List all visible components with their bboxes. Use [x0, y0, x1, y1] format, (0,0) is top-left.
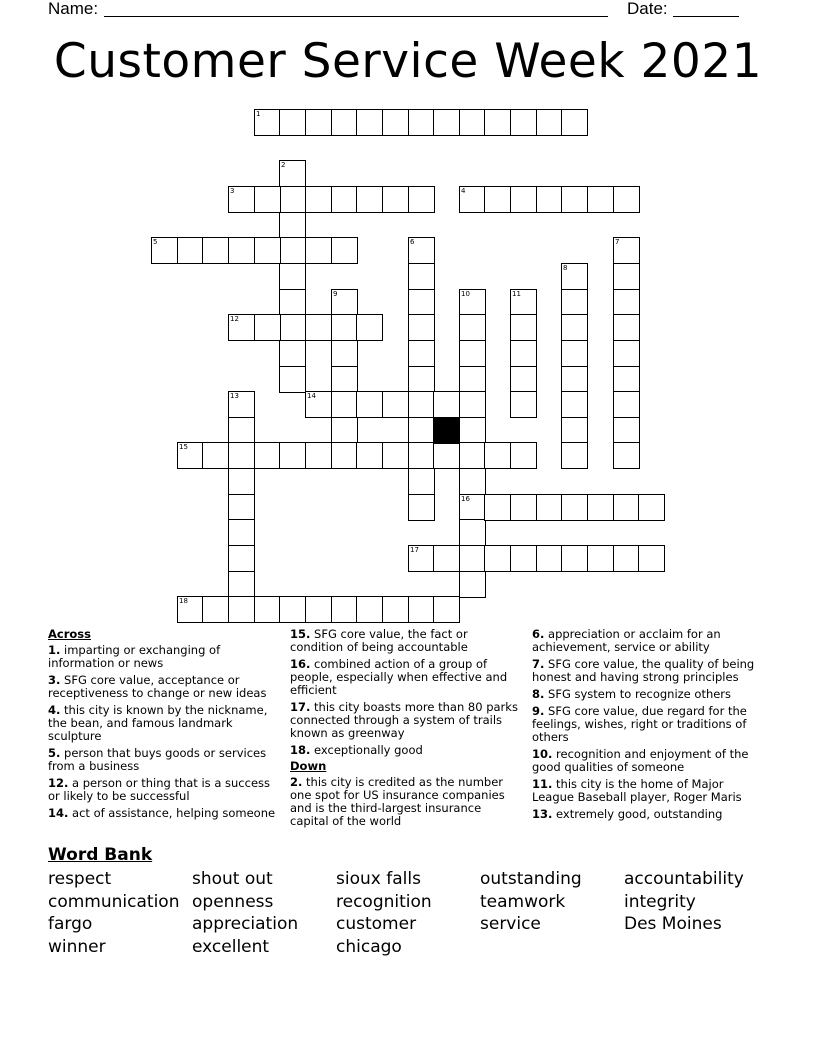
grid-cell[interactable]: [408, 289, 435, 316]
clue-number: 17: [410, 546, 419, 554]
clue-num: 4.: [48, 703, 61, 717]
grid-cell[interactable]: [613, 442, 640, 469]
clue-text: SFG core value, the quality of being honest and having strong principles: [532, 657, 755, 684]
clue-text: this city is the home of Major League Baseball player, Roger Maris: [532, 777, 742, 804]
grid-cell[interactable]: [151, 237, 178, 264]
grid-cell[interactable]: [408, 314, 435, 341]
clue-text: this city boasts more than 80 parks connected through a system of trails known as greenway: [290, 700, 518, 740]
grid-cell[interactable]: [484, 109, 511, 136]
grid-cell[interactable]: [638, 494, 665, 521]
clue: [48, 807, 280, 820]
clue-number: 12: [230, 315, 239, 323]
grid-cell[interactable]: [279, 109, 306, 136]
grid-cell[interactable]: [408, 545, 435, 572]
grid-cell[interactable]: [279, 340, 306, 367]
grid-cell[interactable]: [305, 314, 332, 341]
grid-cell[interactable]: [510, 442, 537, 469]
grid-cell[interactable]: [561, 545, 588, 572]
clue-number: 9: [333, 290, 338, 298]
grid-cell[interactable]: [279, 186, 306, 213]
grid-cell[interactable]: [331, 596, 358, 623]
word-bank-word: communication: [48, 891, 180, 912]
grid-cell[interactable]: [202, 237, 229, 264]
grid-cell[interactable]: [356, 442, 383, 469]
grid-cell[interactable]: [459, 571, 486, 598]
grid-cell[interactable]: [331, 109, 358, 136]
grid-cell[interactable]: [356, 391, 383, 418]
grid-cell[interactable]: [613, 366, 640, 393]
word-bank-word: fargo: [48, 914, 93, 935]
grid-cell[interactable]: [228, 314, 255, 341]
grid-cell[interactable]: [305, 109, 332, 136]
grid-cell[interactable]: [587, 494, 614, 521]
grid-cell[interactable]: [408, 391, 435, 418]
clue: [290, 744, 522, 757]
grid-cell[interactable]: [177, 442, 204, 469]
word-bank-title: Word Bank: [48, 845, 153, 865]
clue-number: 14: [307, 392, 316, 400]
clue: [532, 778, 762, 804]
word-bank-word: teamwork: [480, 891, 566, 912]
down-heading: Down: [290, 759, 327, 773]
clue-text: exceptionally good: [310, 743, 423, 757]
clue-text: combined action of a group of people, especially when effective and efficient: [290, 657, 508, 697]
grid-cell[interactable]: [382, 391, 409, 418]
grid-cell[interactable]: [459, 366, 486, 393]
clue-text: appreciation or acclaim for an achievement, service or ability: [532, 627, 721, 654]
grid-cell[interactable]: [459, 545, 486, 572]
clue-num: 11.: [532, 777, 553, 791]
grid-cell[interactable]: [331, 417, 358, 444]
grid-cell[interactable]: [382, 442, 409, 469]
grid-cell[interactable]: [254, 186, 281, 213]
word-bank-word: service: [480, 914, 541, 935]
clue-text: this city is credited as the number one spot for US insurance companies and is the third-largest insurance capital of the world: [290, 775, 505, 828]
clue-number: 18: [179, 597, 188, 605]
word-bank-word: outstanding: [480, 869, 582, 889]
clue: [290, 776, 522, 828]
grid-cell[interactable]: [254, 442, 281, 469]
word-bank-word: sioux falls: [336, 869, 421, 889]
grid-cell[interactable]: [561, 417, 588, 444]
clue-num: 16.: [290, 657, 311, 671]
grid-cell[interactable]: [228, 545, 255, 572]
word-bank-word: chicago: [336, 937, 402, 958]
word-bank-word: accountability: [624, 869, 744, 889]
grid-cell[interactable]: [408, 442, 435, 469]
word-bank-word: Des Moines: [624, 914, 722, 935]
grid-cell[interactable]: [561, 263, 588, 290]
grid-cell[interactable]: [254, 314, 281, 341]
grid-cell[interactable]: [561, 109, 588, 136]
grid-cell[interactable]: [561, 314, 588, 341]
clue-text: this city is known by the nickname, the bean, and famous landmark sculpture: [48, 703, 268, 743]
grid-cell[interactable]: [279, 237, 306, 264]
grid-cell[interactable]: [613, 289, 640, 316]
clue-number: 4: [461, 187, 466, 195]
clue-number: 2: [281, 161, 286, 169]
grid-cell[interactable]: [279, 596, 306, 623]
clue-text: person that buys goods or services from a business: [48, 746, 267, 773]
clue-text: a person or thing that is a success or likely to be successful: [48, 776, 271, 803]
clue-num: 15.: [290, 627, 311, 641]
grid-cell[interactable]: [305, 442, 332, 469]
grid-cell[interactable]: [305, 237, 332, 264]
clues-column-3: [532, 628, 762, 825]
clue-num: 6.: [532, 627, 545, 641]
grid-cell[interactable]: [408, 417, 435, 444]
grid-cell[interactable]: [613, 237, 640, 264]
name-label: Name:: [48, 0, 99, 18]
clue: [532, 808, 762, 821]
grid-cell[interactable]: [459, 468, 486, 495]
grid-cell[interactable]: [613, 545, 640, 572]
black-cell: [433, 417, 460, 444]
clue-text: SFG system to recognize others: [544, 687, 732, 701]
grid-cell[interactable]: [459, 186, 486, 213]
grid-cell[interactable]: [356, 109, 383, 136]
grid-cell[interactable]: [587, 186, 614, 213]
grid-cell[interactable]: [331, 186, 358, 213]
grid-cell[interactable]: [279, 212, 306, 239]
across-heading: Across: [48, 627, 91, 641]
clue-number: 8: [563, 264, 568, 272]
grid-cell[interactable]: [459, 519, 486, 546]
grid-cell[interactable]: [331, 442, 358, 469]
grid-cell[interactable]: [433, 442, 460, 469]
grid-cell[interactable]: [433, 596, 460, 623]
clue-number: 7: [615, 238, 620, 246]
grid-cell[interactable]: [510, 289, 537, 316]
grid-cell[interactable]: [331, 366, 358, 393]
grid-cell[interactable]: [254, 109, 281, 136]
grid-cell[interactable]: [408, 366, 435, 393]
grid-cell[interactable]: [613, 391, 640, 418]
grid-cell[interactable]: [228, 494, 255, 521]
grid-cell[interactable]: [305, 596, 332, 623]
grid-cell[interactable]: [408, 468, 435, 495]
clue-num: 3.: [48, 673, 61, 687]
clue: [532, 688, 762, 701]
grid-cell[interactable]: [177, 237, 204, 264]
grid-cell[interactable]: [536, 545, 563, 572]
grid-cell[interactable]: [356, 596, 383, 623]
grid-cell[interactable]: [638, 545, 665, 572]
grid-cell[interactable]: [356, 314, 383, 341]
clue-number: 13: [230, 392, 239, 400]
clue-number: 3: [230, 187, 235, 195]
grid-cell[interactable]: [510, 340, 537, 367]
grid-cell[interactable]: [561, 442, 588, 469]
grid-cell[interactable]: [331, 289, 358, 316]
clue-num: 12.: [48, 776, 69, 790]
grid-cell[interactable]: [254, 237, 281, 264]
clue: [48, 704, 280, 743]
grid-cell[interactable]: [331, 237, 358, 264]
grid-cell[interactable]: [613, 186, 640, 213]
clue: [48, 777, 280, 803]
grid-cell[interactable]: [561, 391, 588, 418]
grid-cell[interactable]: [536, 186, 563, 213]
grid-cell[interactable]: [561, 494, 588, 521]
grid-cell[interactable]: [459, 289, 486, 316]
grid-cell[interactable]: [459, 340, 486, 367]
grid-cell[interactable]: [613, 340, 640, 367]
clue-number: 10: [461, 290, 470, 298]
grid-cell[interactable]: [254, 596, 281, 623]
grid-cell[interactable]: [408, 494, 435, 521]
clue-num: 18.: [290, 743, 311, 757]
grid-cell[interactable]: [228, 442, 255, 469]
grid-cell[interactable]: [382, 596, 409, 623]
word-bank-word: winner: [48, 937, 106, 958]
grid-cell[interactable]: [561, 186, 588, 213]
grid-cell[interactable]: [279, 366, 306, 393]
grid-cell[interactable]: [356, 186, 383, 213]
clue: [290, 701, 522, 740]
grid-cell[interactable]: [561, 366, 588, 393]
grid-cell[interactable]: [408, 340, 435, 367]
grid-cell[interactable]: [331, 391, 358, 418]
clue-number: 1: [256, 110, 261, 118]
clue-text: extremely good, outstanding: [552, 807, 723, 821]
clue-num: 8.: [532, 687, 545, 701]
clue: [290, 658, 522, 697]
word-bank-word: appreciation: [192, 914, 299, 935]
grid-cell[interactable]: [382, 109, 409, 136]
grid-cell[interactable]: [279, 442, 306, 469]
grid-cell[interactable]: [510, 494, 537, 521]
clue-text: recognition and enjoyment of the good qualities of someone: [532, 747, 749, 774]
grid-cell[interactable]: [331, 314, 358, 341]
grid-cell[interactable]: [331, 340, 358, 367]
clue: [48, 674, 280, 700]
clue: [532, 748, 762, 774]
grid-cell[interactable]: [228, 571, 255, 598]
clue-num: 2.: [290, 775, 303, 789]
grid-cell[interactable]: [408, 109, 435, 136]
clue-number: 15: [179, 443, 188, 451]
grid-cell[interactable]: [279, 314, 306, 341]
clue: [48, 644, 280, 670]
clue-num: 17.: [290, 700, 311, 714]
grid-cell[interactable]: [484, 494, 511, 521]
grid-cell[interactable]: [484, 186, 511, 213]
grid-cell[interactable]: [613, 417, 640, 444]
clue-text: SFG core value, the fact or condition of being accountable: [290, 627, 468, 654]
clue-num: 10.: [532, 747, 553, 761]
grid-cell[interactable]: [613, 494, 640, 521]
grid-cell[interactable]: [433, 391, 460, 418]
clue-text: imparting or exchanging of information or news: [48, 643, 221, 670]
clues-column-1: [48, 628, 280, 824]
grid-cell[interactable]: [382, 186, 409, 213]
clues-column-2: [290, 628, 522, 832]
word-bank-word: recognition: [336, 891, 432, 912]
clue-text: act of assistance, helping someone: [68, 806, 276, 820]
grid-cell[interactable]: [510, 109, 537, 136]
grid-cell[interactable]: [510, 186, 537, 213]
grid-cell[interactable]: [510, 366, 537, 393]
grid-cell[interactable]: [305, 186, 332, 213]
grid-cell[interactable]: [305, 391, 332, 418]
grid-cell[interactable]: [459, 391, 486, 418]
grid-cell[interactable]: [613, 314, 640, 341]
grid-cell[interactable]: [587, 545, 614, 572]
grid-cell[interactable]: [536, 494, 563, 521]
clue: [532, 705, 762, 744]
word-bank-word: integrity: [624, 891, 696, 912]
grid-cell[interactable]: [510, 314, 537, 341]
grid-cell[interactable]: [510, 545, 537, 572]
grid-cell[interactable]: [433, 545, 460, 572]
grid-cell[interactable]: [177, 596, 204, 623]
clue: [290, 628, 522, 654]
date-label: Date:: [627, 0, 668, 18]
clue: [532, 658, 762, 684]
grid-cell[interactable]: [561, 289, 588, 316]
word-bank-word: respect: [48, 869, 112, 889]
grid-cell[interactable]: [613, 263, 640, 290]
clue: [48, 747, 280, 773]
word-bank-word: excellent: [192, 937, 270, 958]
grid-cell[interactable]: [459, 442, 486, 469]
grid-cell[interactable]: [228, 186, 255, 213]
word-bank-word: openness: [192, 891, 274, 912]
grid-cell[interactable]: [408, 263, 435, 290]
grid-cell[interactable]: [279, 160, 306, 187]
clue-text: SFG core value, due regard for the feelings, wishes, right or traditions of others: [532, 704, 747, 744]
grid-cell[interactable]: [228, 519, 255, 546]
grid-cell[interactable]: [202, 442, 229, 469]
grid-cell[interactable]: [202, 596, 229, 623]
clue-num: 5.: [48, 746, 61, 760]
grid-cell[interactable]: [408, 186, 435, 213]
clue-num: 14.: [48, 806, 69, 820]
grid-cell[interactable]: [536, 109, 563, 136]
grid-cell[interactable]: [408, 237, 435, 264]
grid-cell[interactable]: [459, 314, 486, 341]
grid-cell[interactable]: [484, 545, 511, 572]
grid-cell[interactable]: [279, 263, 306, 290]
clue-num: 7.: [532, 657, 545, 671]
grid-cell[interactable]: [279, 289, 306, 316]
clue-number: 16: [461, 495, 470, 503]
word-bank-word: shout out: [192, 869, 273, 889]
grid-cell[interactable]: [459, 417, 486, 444]
grid-cell[interactable]: [484, 442, 511, 469]
clue-text: SFG core value, acceptance or receptiveness to change or new ideas: [48, 673, 267, 700]
grid-cell[interactable]: [228, 237, 255, 264]
clue: [532, 628, 762, 654]
clue-number: 5: [153, 238, 158, 246]
page-title: Customer Service Week 2021: [53, 34, 763, 89]
word-bank-word: customer: [336, 914, 417, 935]
grid-cell[interactable]: [228, 596, 255, 623]
grid-cell[interactable]: [459, 494, 486, 521]
clue-num: 1.: [48, 643, 61, 657]
grid-cell[interactable]: [228, 417, 255, 444]
grid-cell[interactable]: [459, 109, 486, 136]
clue-number: 6: [410, 238, 415, 246]
clue-num: 9.: [532, 704, 545, 718]
grid-cell[interactable]: [228, 468, 255, 495]
clue-num: 13.: [532, 807, 553, 821]
grid-cell[interactable]: [433, 109, 460, 136]
grid-cell[interactable]: [408, 596, 435, 623]
clue-number: 11: [512, 290, 521, 298]
grid-cell[interactable]: [561, 340, 588, 367]
grid-cell[interactable]: [510, 391, 537, 418]
grid-cell[interactable]: [228, 391, 255, 418]
